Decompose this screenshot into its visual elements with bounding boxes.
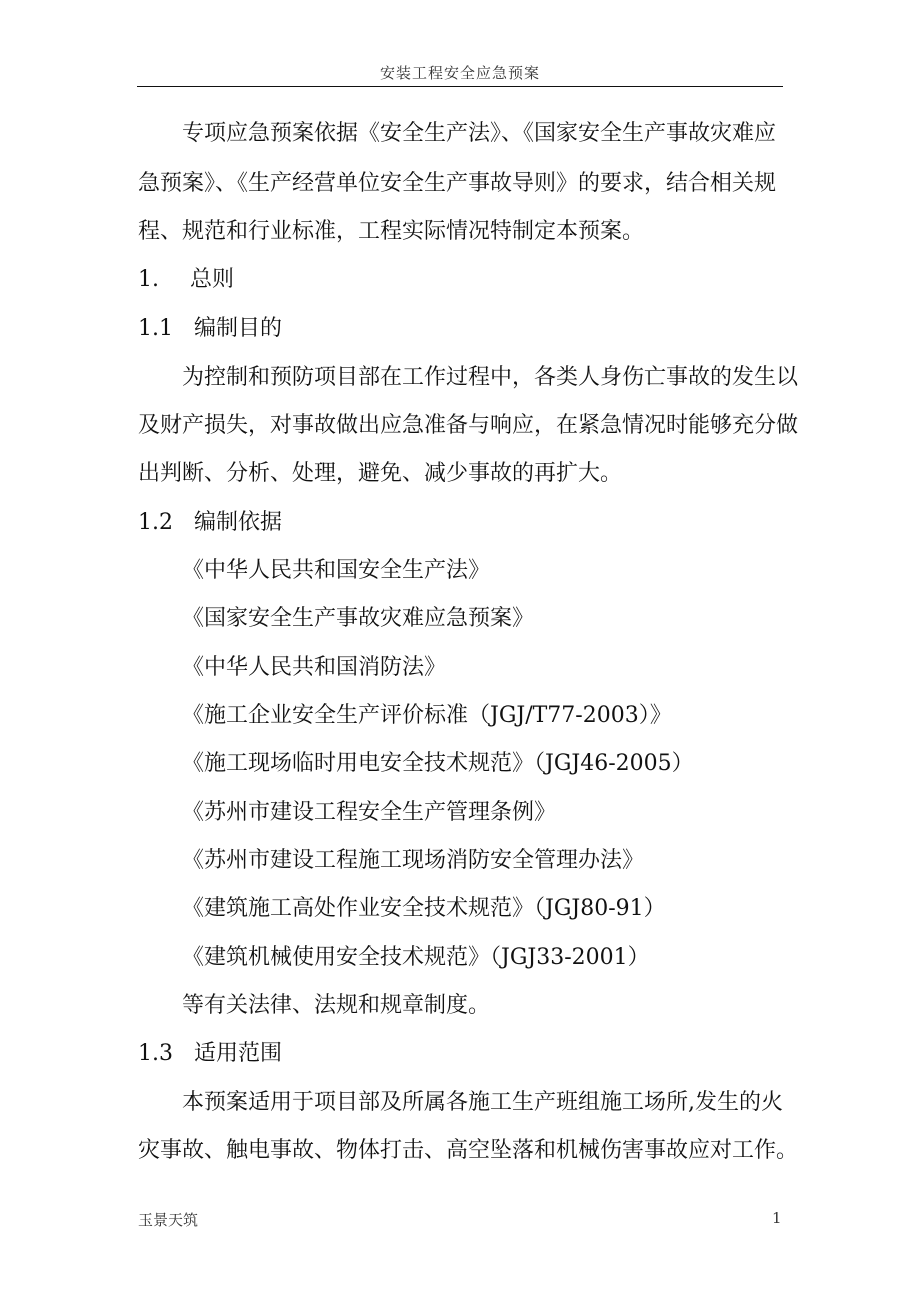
section-number: 1.3 — [138, 1041, 173, 1066]
section-1-heading — [138, 264, 234, 296]
reference-item: 《中华人民共和国消防法》 — [182, 655, 447, 680]
scope-line-2: 灾事故、触电事故、物体打击、高空坠落和机械伤害事故应对工作。 — [138, 1138, 799, 1163]
section-1-3-heading — [138, 1038, 282, 1070]
intro-line-1: 专项应急预案依据《安全生产法》、《国家安全生产事故灾难应 — [182, 121, 777, 146]
reference-item: 《中华人民共和国安全生产法》 — [182, 558, 491, 583]
reference-item: 《施工企业安全生产评价标准（JGJ/T77-2003）》 — [182, 703, 672, 728]
reference-closing: 等有关法律、法规和规章制度。 — [182, 993, 491, 1018]
intro-line-2: 急预案》、《生产经营单位安全生产事故导则》的要求，结合相关规 — [138, 171, 777, 196]
section-number: 1.2 — [138, 510, 173, 535]
scope-line-1: 本预案适用于项目部及所属各施工生产班组施工场所,发生的火 — [182, 1090, 783, 1115]
footer-company: 玉景天筑 — [138, 1211, 199, 1229]
intro-line-3: 程、规范和行业标准，工程实际情况特制定本预案。 — [138, 219, 645, 244]
page-number: 1 — [772, 1209, 782, 1227]
purpose-line-1: 为控制和预防项目部在工作过程中，各类人身伤亡事故的发生以 — [182, 365, 799, 390]
header-divider — [137, 86, 783, 87]
section-title: 适用范围 — [194, 1041, 283, 1066]
section-number: 1.1 — [138, 316, 173, 341]
running-header: 安装工程安全应急预案 — [379, 64, 540, 82]
reference-item: 《苏州市建设工程施工现场消防安全管理办法》 — [182, 848, 645, 873]
section-1-2-heading — [138, 507, 282, 539]
section-title: 编制依据 — [194, 510, 283, 535]
section-title: 编制目的 — [194, 316, 283, 341]
reference-item: 《建筑施工高处作业安全技术规范》（JGJ80-91） — [182, 896, 666, 921]
reference-item: 《施工现场临时用电安全技术规范》（JGJ46-2005） — [182, 751, 694, 776]
section-title: 总则 — [190, 267, 235, 292]
section-number: 1. — [138, 267, 159, 292]
purpose-line-2: 及财产损失，对事故做出应急准备与响应，在紧急情况时能够充分做 — [138, 413, 799, 438]
purpose-line-3: 出判断、分析、处理，避免、减少事故的再扩大。 — [138, 461, 623, 486]
reference-item: 《苏州市建设工程安全生产管理条例》 — [182, 800, 557, 825]
reference-item: 《国家安全生产事故灾难应急预案》 — [182, 606, 535, 631]
section-1-1-heading — [138, 313, 282, 345]
reference-item: 《建筑机械使用安全技术规范》（JGJ33-2001） — [182, 945, 650, 970]
